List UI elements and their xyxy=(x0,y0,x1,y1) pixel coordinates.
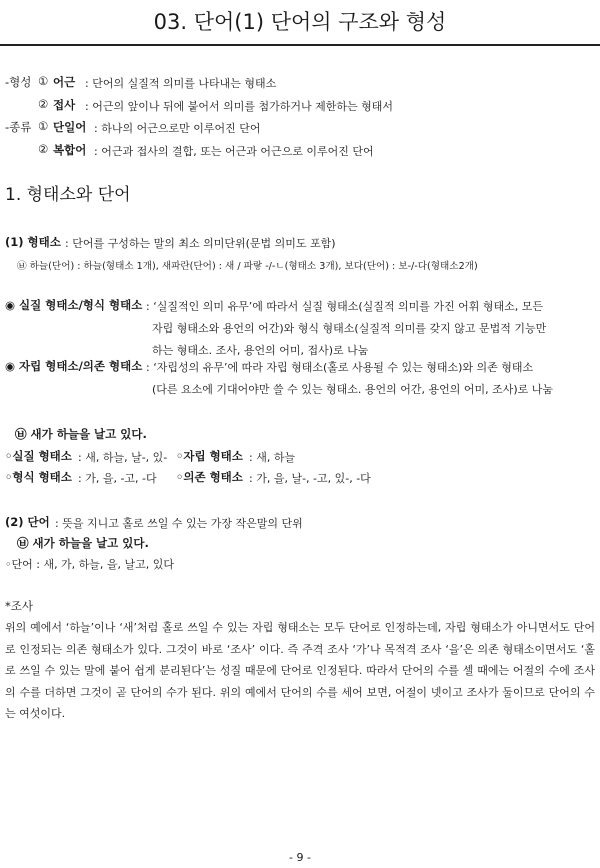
real-formal-line-2: 자립 형태소와 용언의 어간)와 형식 형태소(실질적 의미를 갖지 않고 문법적 기능만 xyxy=(152,322,547,335)
formation-2-term: 접사 xyxy=(53,98,76,112)
section-heading: 1. 형태소와 단어 xyxy=(5,185,131,205)
example-dep-label: ◦의존 형태소 xyxy=(176,470,243,484)
indep-dep-line-1: : ‘자립성의 유무’에 따라 자립 형태소(홀로 사용될 수 있는 형태소)와 의존 형태소 xyxy=(146,361,534,374)
example-real-label: ◦실질 형태소 xyxy=(5,449,72,463)
formation-2-number: ② xyxy=(38,97,49,111)
formation-heading: -형성 xyxy=(5,75,32,89)
real-formal-label: ◉ 실질 형태소/형식 형태소 xyxy=(5,298,143,312)
example-dep-value: : 가, 을, 날-, -고, 있-, -다 xyxy=(249,472,371,485)
formation-2-desc: : 어근의 앞이나 뒤에 붙어서 의미를 첨가하거나 제한하는 형태서 xyxy=(85,100,393,113)
kind-1-desc: : 하나의 어근으로만 이루어진 단어 xyxy=(94,122,261,135)
formation-1-desc: : 단어의 실질적 의미를 나타내는 형태소 xyxy=(85,77,277,90)
indep-dep-line-2: (다른 요소에 기대어야만 쓸 수 있는 형태소. 용언의 어간, 용언의 어미, 조사)로 나눔 xyxy=(152,383,554,396)
formation-1-number: ① xyxy=(38,74,49,88)
word-label: (2) 단어 xyxy=(5,515,50,529)
morpheme-example: ㉥ 하늘(단어) : 하늘(형태소 1개), 새파란(단어) : 새 / 파랗 -/-ㄴ(형태소 3개), 보다(단어) : 보-/-다(형태소2개) xyxy=(17,261,478,272)
note-heading: *조사 xyxy=(5,599,33,613)
morpheme-definition: : 단어를 구성하는 말의 최소 의미단위(문법 의미도 포함) xyxy=(65,237,336,250)
formation-1-term: 어근 xyxy=(53,75,76,89)
real-formal-line-3: 하는 형태소. 조사, 용언의 어미, 접사)로 나눔 xyxy=(152,344,369,357)
example-formal-value: : 가, 을, -고, -다 xyxy=(78,472,157,485)
kind-1-term: 단일어 xyxy=(53,120,87,134)
kind-2-number: ② xyxy=(38,142,49,156)
kind-1-number: ① xyxy=(38,119,49,133)
title-divider xyxy=(0,44,600,46)
word-definition: : 뜻을 지니고 홀로 쓰일 수 있는 가장 작은말의 단위 xyxy=(55,517,303,530)
example-formal-label: ◦형식 형태소 xyxy=(5,470,72,484)
example-indep-label: ◦자립 형태소 xyxy=(176,449,243,463)
word-example-words: ◦단어 : 새, 가, 하늘, 을, 날고, 있다 xyxy=(5,558,175,571)
page-number: - 9 - xyxy=(289,851,311,864)
kind-heading: -종류 xyxy=(5,120,32,134)
kind-2-term: 복합어 xyxy=(53,143,87,157)
word-example-sentence: ㉥ 새가 하늘을 날고 있다. xyxy=(17,536,149,550)
example-sentence: ㉥ 새가 하늘을 날고 있다. xyxy=(15,427,147,441)
example-real-value: : 새, 하늘, 날-, 있- xyxy=(78,451,168,464)
example-indep-value: : 새, 하늘 xyxy=(249,451,296,464)
indep-dep-label: ◉ 자립 형태소/의존 형태소 xyxy=(5,359,143,373)
page-title: 03. 단어(1) 단어의 구조와 형성 xyxy=(153,10,447,34)
kind-2-desc: : 어근과 접사의 결합, 또는 어근과 어근으로 이루어진 단어 xyxy=(94,145,374,158)
real-formal-line-1: : ‘실질적인 의미 유무’에 따라서 실질 형태소(실질적 의미를 가진 어휘 형태소, 모든 xyxy=(146,300,543,313)
note-body: 위의 예에서 ‘하늘’이나 ‘새’처럼 홀로 쓰일 수 있는 자립 형태소는 모두 단어로 인정하는데, 자립 형태소가 아니면서도 단어로 인정되는 의존 형태소가 있다. 그것이 바로 ‘조사’ 이다. 즉 주격 조사 ‘가’나 목적격 조사 ‘을’은 의존 형태소이면서도 ‘홀로 쓰일 수 있는 말에 붙어 쉽게 분리된다’는 성질 때문에 단어로 인정된다. 따라서 단어의 수를 셀 때에는 어절의 수에 조사의 수를 더하면 그것이 곧 단어의 수가 된다. 위의 예에서 단어의 수를 세어 보면, 어절이 넷이고 조사가 둘이므로 단어의 수는 여섯이다. xyxy=(5,621,595,721)
morpheme-label: (1) 형태소 xyxy=(5,235,61,249)
